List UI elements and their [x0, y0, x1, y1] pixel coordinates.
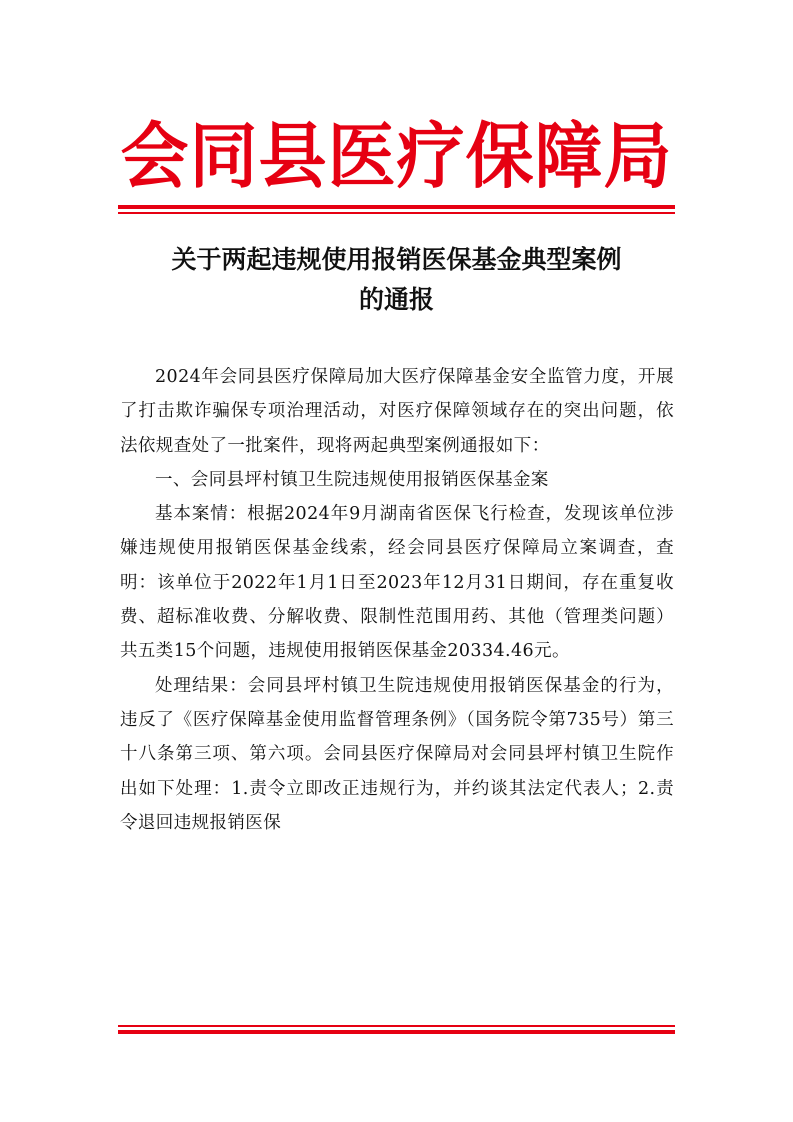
case-1-heading: 一、会同县坪村镇卫生院违规使用报销医保基金案: [155, 469, 549, 490]
intro-paragraph: 2024年会同县医疗保障局加大医疗保障基金安全监管力度，开展了打击欺诈骗保专项治理活动，对医疗保障领域存在的突出问题，依法依规查处了一批案件，现将两起典型案例通报如下：: [120, 367, 674, 456]
masthead-divider-thin: [118, 212, 675, 214]
masthead-divider-thick: [118, 205, 675, 209]
footer-divider-thick: [118, 1030, 675, 1034]
notice-title-line-2: 的通报: [358, 285, 434, 314]
notice-title-line-1: 关于两起违规使用报销医保基金典型案例: [171, 245, 622, 274]
notice-body: [120, 360, 674, 840]
footer-divider-thin: [118, 1025, 675, 1027]
case-1-result-paragraph: 处理结果：会同县坪村镇卫生院违规使用报销医保基金的行为，违反了《医疗保障基金使用监督管理条例》（国务院令第735号）第三十八条第三项、第六项。会同县医疗保障局对会同县坪村镇卫生院作出如下处理：1.责令立即改正违规行为，并约谈其法定代表人；2.责令退回违规报销医保: [120, 675, 674, 833]
case-1-facts-paragraph: 基本案情：根据2024年9月湖南省医保飞行检查，发现该单位涉嫌违规使用报销医保基金线索，经会同县医疗保障局立案调查，查明：该单位于2022年1月1日至2023年12月31日期间，存在重复收费、超标准收费、分解收费、限制性范围用药、其他（管理类问题）共五类15个问题，违规使用报销医保基金20334.46元。: [120, 504, 674, 662]
agency-masthead: 会同县医疗保障局: [120, 115, 673, 199]
notice-title: [80, 240, 713, 320]
